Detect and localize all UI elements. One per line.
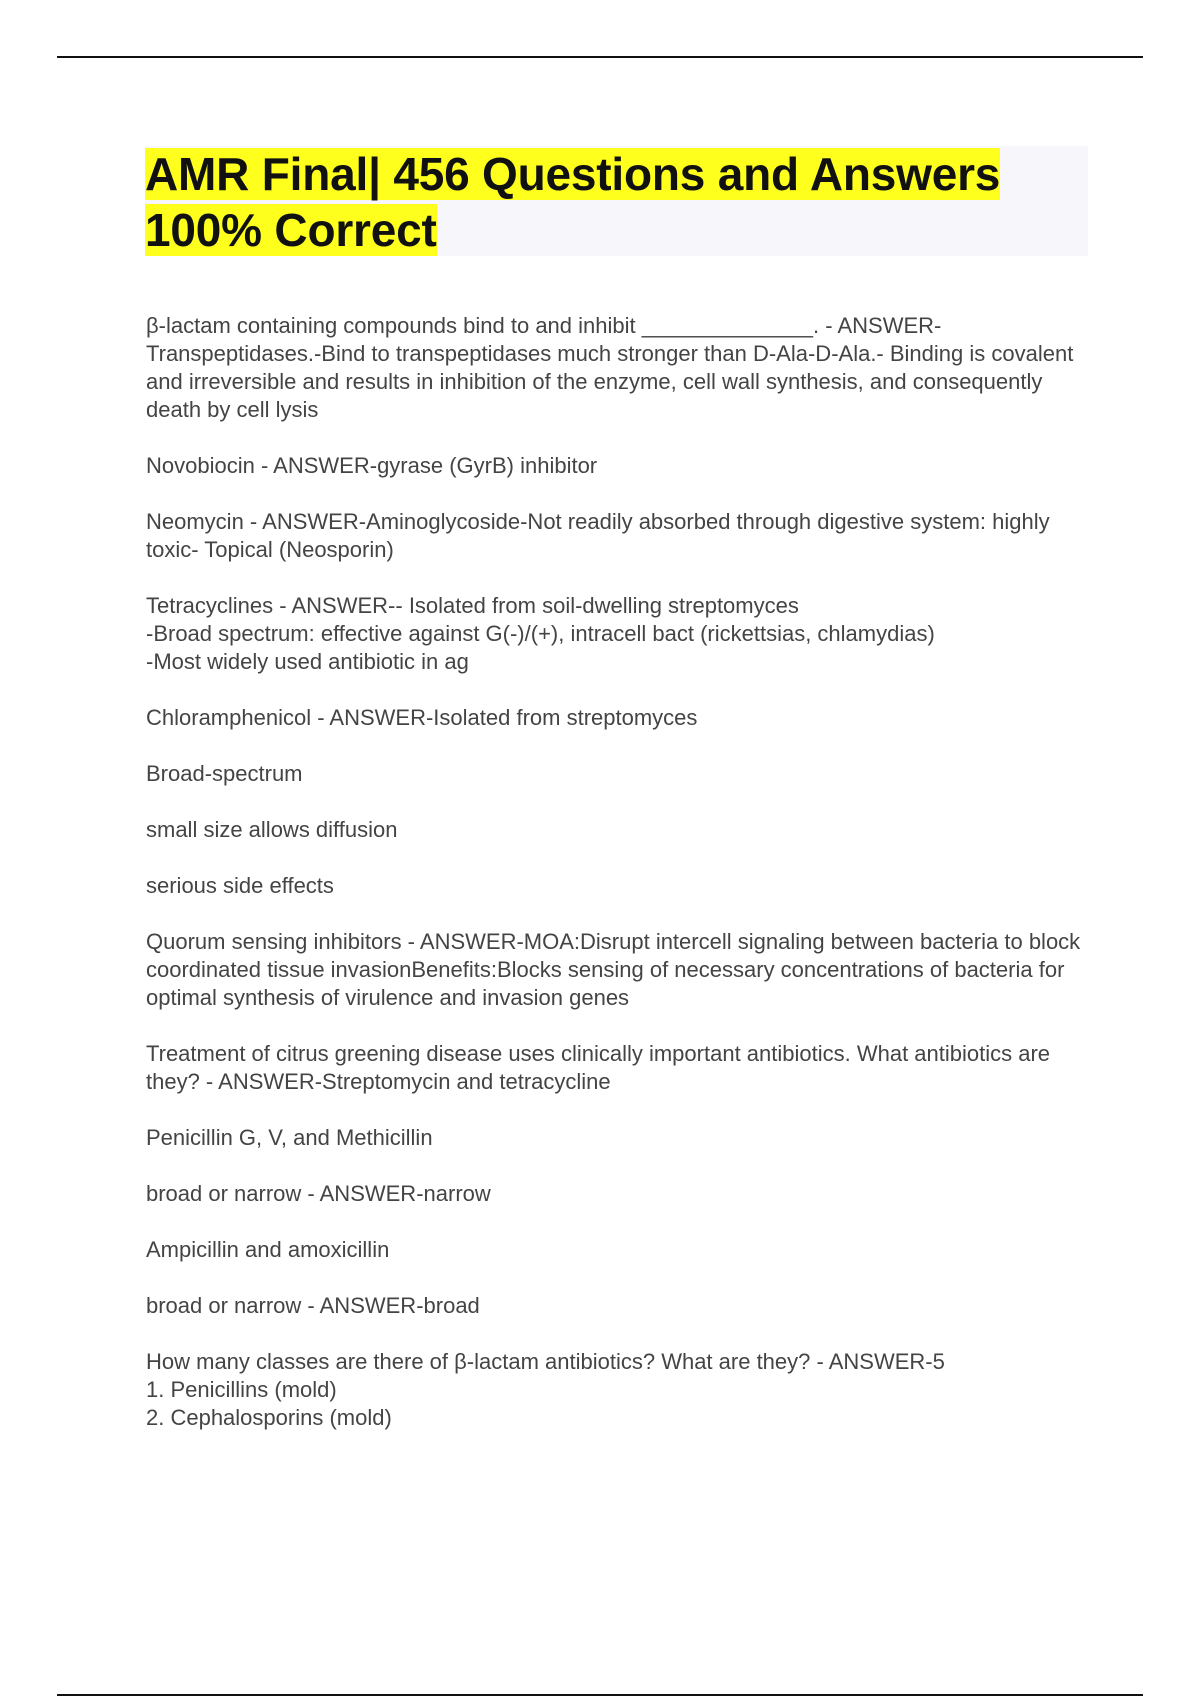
qa-entry: Tetracyclines - ANSWER-- Isolated from soil-dwelling streptomyces -Broad spectrum: effective against G(-)/(+), intracell bact (rickettsias, chlamydias) -Most widely used antibiotic in ag xyxy=(146,593,935,674)
top-rule xyxy=(57,56,1143,58)
title-line-1: AMR Final| 456 Questions and Answers xyxy=(145,148,1001,200)
bottom-rule xyxy=(57,1694,1143,1696)
title-block xyxy=(145,146,1088,256)
qa-entry: broad or narrow - ANSWER-narrow xyxy=(146,1181,491,1206)
qa-entry: Neomycin - ANSWER-Aminoglycoside-Not readily absorbed through digestive system: highly toxic- Topical (Neosporin) xyxy=(146,509,1050,562)
title-line-2: 100% Correct xyxy=(145,204,437,256)
qa-entry: How many classes are there of β-lactam antibiotics? What are they? - ANSWER-5 1. Penicillins (mold) 2. Cephalosporins (mold) xyxy=(146,1349,945,1430)
qa-entry: broad or narrow - ANSWER-broad xyxy=(146,1293,480,1318)
qa-list xyxy=(146,312,1096,1460)
qa-entry: Quorum sensing inhibitors - ANSWER-MOA:Disrupt intercell signaling between bacteria to block coordinated tissue invasionBenefits:Blocks sensing of necessary concentrations of bacteria for optimal synthesis of virulence and invasion genes xyxy=(146,929,1081,1010)
qa-entry: Ampicillin and amoxicillin xyxy=(146,1237,390,1262)
qa-entry: small size allows diffusion xyxy=(146,817,398,842)
qa-entry: Treatment of citrus greening disease uses clinically important antibiotics. What antibiotics are they? - ANSWER-Streptomycin and tetracycline xyxy=(146,1041,1051,1094)
qa-entry: Broad-spectrum xyxy=(146,761,303,786)
qa-entry: Penicillin G, V, and Methicillin xyxy=(146,1125,433,1150)
qa-entry: Chloramphenicol - ANSWER-Isolated from streptomyces xyxy=(146,705,698,730)
qa-entry: β-lactam containing compounds bind to and inhibit ______________. - ANSWER-Transpeptidases.-Bind to transpeptidases much stronger than D-Ala-D-Ala.- Binding is covalent and irreversible and results in inhibition of the enzyme, cell wall synthesis, and consequently death by cell lysis xyxy=(146,313,1074,422)
qa-entry: Novobiocin - ANSWER-gyrase (GyrB) inhibitor xyxy=(146,453,598,478)
qa-entry: serious side effects xyxy=(146,873,334,898)
document-title xyxy=(145,146,1088,258)
